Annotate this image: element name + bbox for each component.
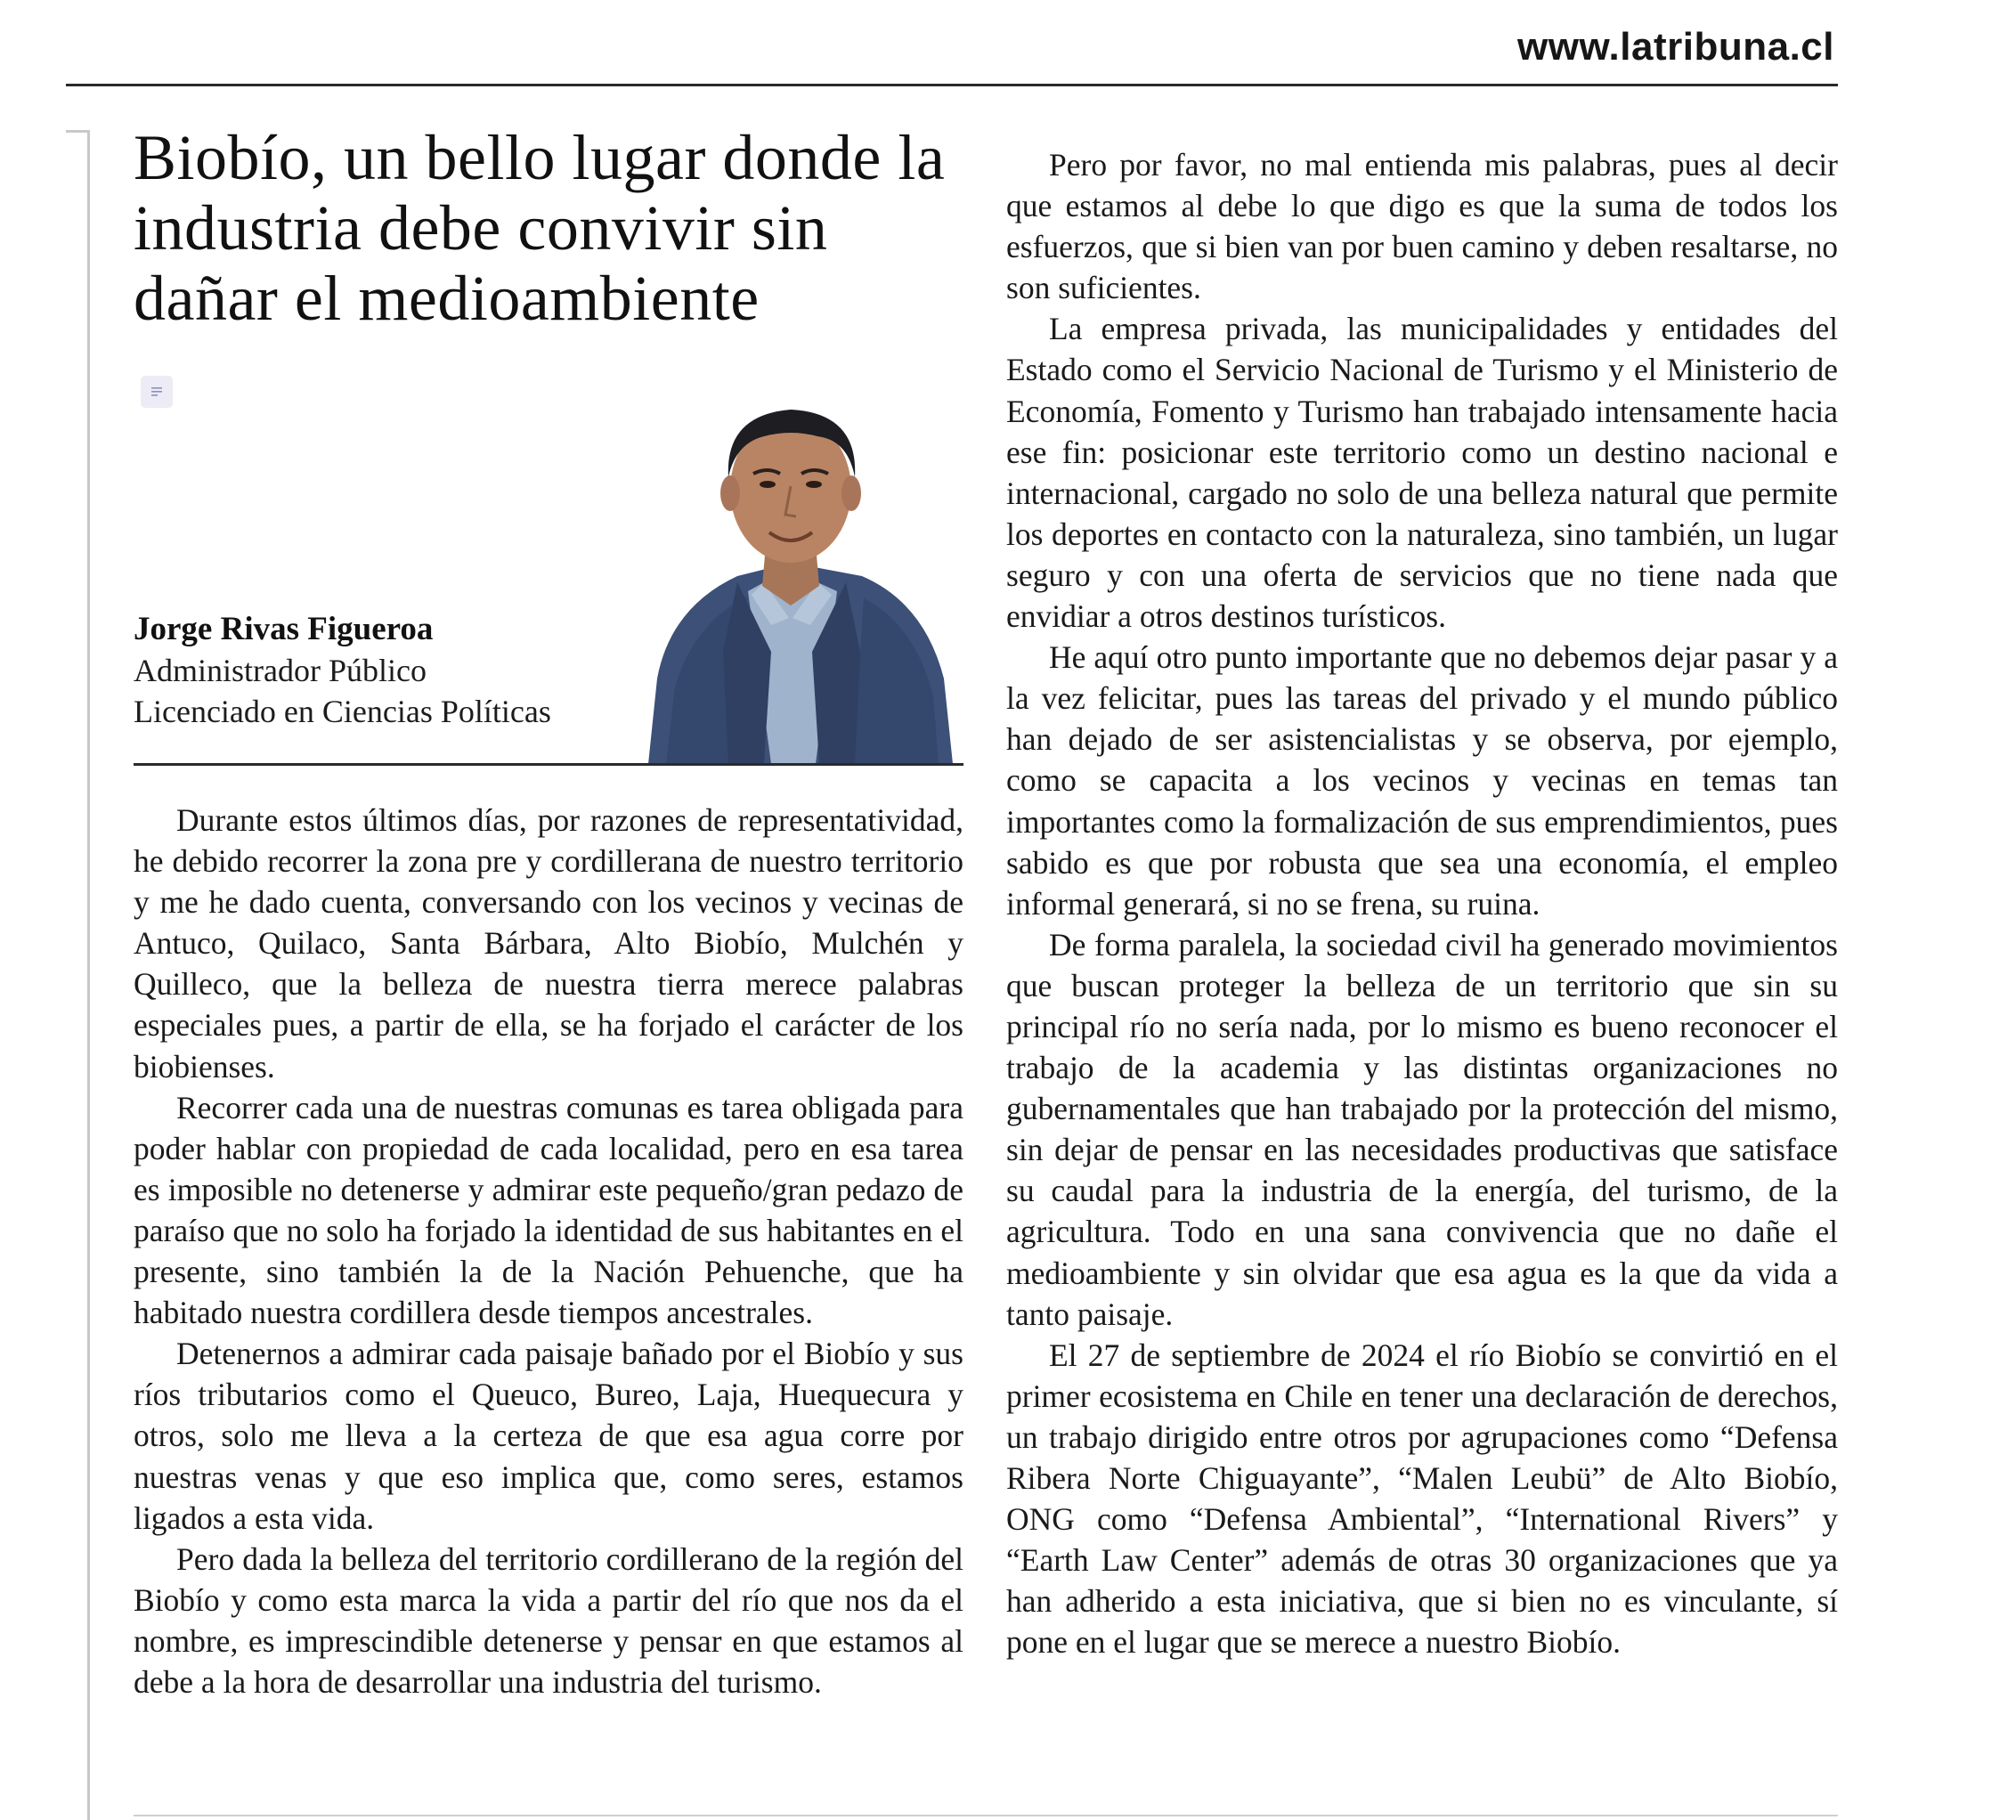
- article-paragraph: Pero dada la belleza del territorio cordillerano de la región del Biobío y como esta marca la vida a partir del río que nos da el nombre, es imprescindible detenerse y pensar en que estamos al debe a la hora de desarrollar una industria del turismo.: [134, 1540, 963, 1700]
- article-paragraph: Durante estos últimos días, por razones de representatividad, he debido recorrer la zona pre y cordillerana de nuestro territorio y me he dado cuenta, conversando con los vecinos y vecinas de Antuco, Quilaco, Santa Bárbara, Alto Biobío, Mulchén y Quilleco, que la belleza de nuestra tierra merece palabras especiales pues, a partir de ella, se ha forjado el carácter de los biobienses.: [134, 802, 963, 1085]
- footer-divider: [134, 1815, 1838, 1816]
- article-paragraph: La empresa privada, las municipalidades y entidades del Estado como el Servicio Nacional de Turismo y el Ministerio de Economía, Fomento y Turismo han trabajado intensamente hacia ese fin: posicionar este territorio como un destino nacional e internacional, cargado no solo de una belleza natural que permite los deportes en contacto con la naturaleza, sino también, un lugar seguro y con una oferta de servicios que no tiene nada que envidiar a otros destinos turísticos.: [1006, 311, 1838, 635]
- site-url[interactable]: www.latribuna.cl: [1517, 25, 1834, 69]
- article-column-left: [134, 800, 963, 1702]
- article-paragraph: De forma paralela, la sociedad civil ha generado movimientos que buscan proteger la belleza de un territorio que sin su principal río no sería nada, por lo mismo es bueno reconocer el trabajo de la academia y las distintas organizaciones no gubernamentales que han trabajado por la protección del mismo, sin dejar de pensar en las necesidades productivas que satisface su caudal para la industria de la energía, del turismo, de la agricultura. Todo en una sana convivencia que no dañe el medioambiente y sin olvidar que esa agua es la que da vida a tanto paisaje.: [1006, 926, 1838, 1332]
- article-paragraph: Recorrer cada una de nuestras comunas es tarea obligada para poder hablar con propiedad de cada localidad, pero en esa tarea es imposible no detenerse y admirar este pequeño/gran pedazo de paraíso que no solo ha forjado la identidad de sus habitantes en el presente, sino también la de la Nación Pehuenche, que ha habitado nuestra cordillera desde tiempos ancestrales.: [134, 1089, 963, 1331]
- left-frame-line: [87, 130, 90, 1820]
- left-frame-tick: [66, 130, 90, 133]
- article-paragraph: El 27 de septiembre de 2024 el río Biobío se convirtió en el primer ecosistema en Chile en tener una declaración de derechos, un trabajo dirigido entre otros por agrupaciones como “Defensa Ribera Norte Chiguayante”, “Malen Leubü” de Alto Biobío, ONG como “Defensa Ambiental”, “International Rivers” y “Earth Law Center” además de otras 30 organizaciones que ya han adherido a esta iniciativa, que si bien no es vinculante, sí pone en el lugar que se merece a nuestro Biobío.: [1006, 1337, 1838, 1661]
- article-paragraph: He aquí otro punto importante que no debemos dejar pasar y a la vez felicitar, pues las tareas del privado y el mundo público han dejado de ser asistencialistas y se observa, por ejemplo, como se capacita a los vecinos y vecinas en temas tan importantes como la formalización de sus emprendimientos, pues sabido es que por robusta que sea una economía, el empleo informal generará, si no se frena, su ruina.: [1006, 639, 1838, 922]
- author-byline: [134, 609, 632, 732]
- author-title: Administrador Público: [134, 653, 427, 688]
- author-name: Jorge Rivas Figueroa: [134, 611, 434, 647]
- note-icon[interactable]: [141, 376, 173, 408]
- article-paragraph: Pero por favor, no mal entienda mis palabras, pues al decir que estamos al debe lo que digo es que la suma de todos los esfuerzos, que si bien van por buen camino y deben resaltarse, no son suficientes.: [1006, 147, 1838, 306]
- article-paragraph: Detenernos a admirar cada paisaje bañado por el Biobío y sus ríos tributarios como el Queuco, Bureo, Laja, Huequecura y otros, solo me lleva a la certeza de que esa agua corre por nuestras venas y que eso implica que, como seres, estamos ligados a esta vida.: [134, 1336, 963, 1536]
- byline-divider: [134, 763, 963, 766]
- author-degree: Licenciado en Ciencias Políticas: [134, 694, 551, 729]
- header-divider: [66, 84, 1838, 86]
- author-portrait: [630, 385, 963, 764]
- article-column-right: [1006, 144, 1838, 1662]
- article-headline: Biobío, un bello lugar donde la industria debe convivir sin dañar el medioambiente: [134, 122, 946, 334]
